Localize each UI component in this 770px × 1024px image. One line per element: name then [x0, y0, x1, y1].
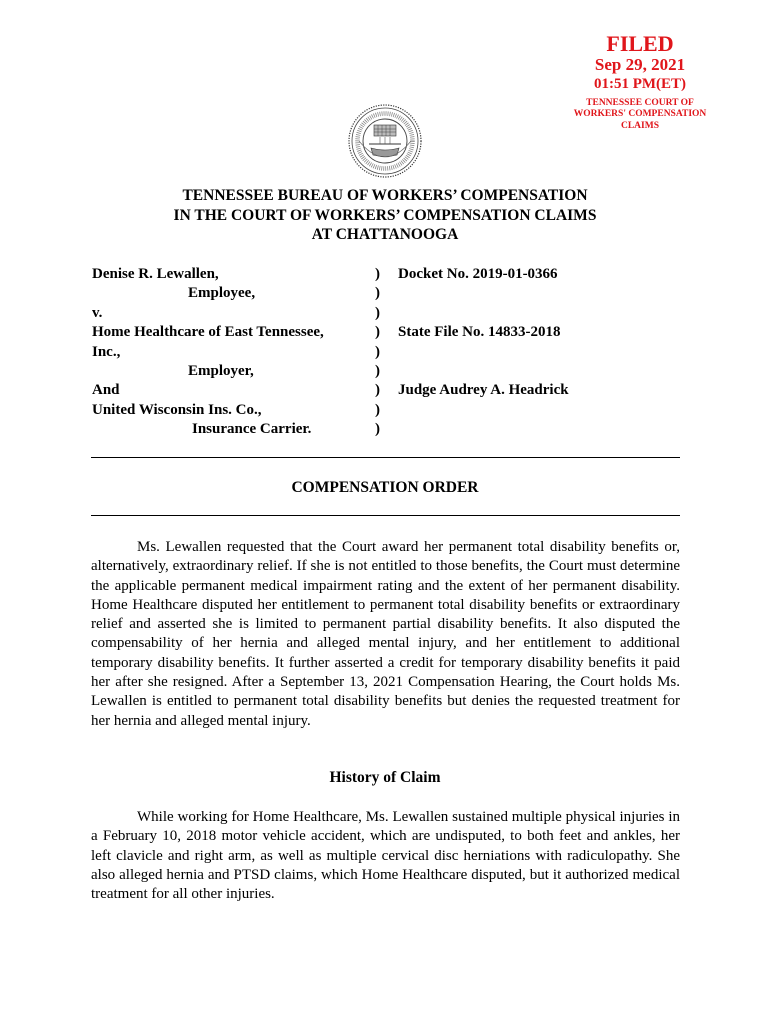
heading-line: IN THE COURT OF WORKERS’ COMPENSATION CLAIMS	[173, 206, 597, 224]
filed-time: 01:51 PM(ET)	[593, 75, 687, 92]
filed-stamp	[550, 32, 730, 132]
party-role: Employee,	[188, 285, 256, 302]
paren: )	[375, 363, 380, 380]
intro-paragraph-block	[91, 538, 680, 731]
filed-court	[550, 98, 730, 133]
filed-court-line: TENNESSEE COURT OF	[586, 97, 694, 108]
state-file-number: State File No. 14833-2018	[398, 324, 561, 341]
filed-court-line: WORKERS' COMPENSATION	[573, 109, 707, 120]
party-role: Employer,	[188, 363, 254, 380]
caption-case-info	[398, 265, 569, 401]
paren: )	[375, 401, 380, 418]
divider	[91, 457, 680, 458]
party-employer-name: Inc.,	[92, 343, 121, 360]
section-title: History of Claim	[329, 769, 441, 786]
filed-date: Sep 29, 2021	[594, 55, 686, 75]
paren: )	[375, 343, 380, 360]
order-title: COMPENSATION ORDER	[291, 479, 479, 496]
court-heading	[0, 186, 770, 245]
party-employer-name: Home Healthcare of East Tennessee,	[92, 324, 324, 341]
docket-number: Docket No. 2019-01-0366	[398, 266, 558, 282]
filed-label: FILED	[606, 31, 674, 56]
heading-line: TENNESSEE BUREAU OF WORKERS’ COMPENSATION	[182, 187, 588, 204]
party-carrier-name: United Wisconsin Ins. Co.,	[92, 401, 262, 418]
caption-parentheses	[375, 265, 380, 440]
paren: )	[375, 324, 380, 341]
and-label: And	[92, 382, 120, 399]
tennessee-state-seal-icon	[347, 103, 423, 179]
paren: )	[375, 382, 380, 399]
intro-paragraph: Ms. Lewallen requested that the Court award her permanent total disability benefits or, alternatively, extraordinary relief. If she is not entitled to those benefits, the Court must determine the applicable permanent medical impairment rating and the extent of her permanent disability. Home Healthcare disputed her entitlement to permanent total disability benefits or extraordinary relief and asserted she is limited to permanent partial disability benefits. It also disputed the compensability of her hernia and alleged mental injury, and her entitlement to additional temporary disability benefits. It further asserted a credit for temporary disability benefits it paid her after she resigned. After a September 13, 2021 Compensation Hearing, the Court holds Ms. Lewallen is entitled to permanent total disability benefits but denies the requested treatment for her hernia and alleged mental injury.	[91, 539, 680, 729]
versus-label: v.	[92, 304, 103, 321]
caption-parties	[92, 265, 362, 440]
filed-court-line: CLAIMS	[620, 120, 659, 131]
paren: )	[375, 285, 380, 302]
party-role: Insurance Carrier.	[192, 421, 312, 438]
party-employee-name: Denise R. Lewallen,	[92, 266, 219, 282]
judge-name: Judge Audrey A. Headrick	[398, 382, 569, 399]
heading-line: AT CHATTANOOGA	[311, 226, 459, 243]
divider	[91, 515, 680, 516]
paren: )	[375, 304, 380, 321]
history-paragraph-block	[91, 808, 680, 904]
paren: )	[375, 266, 380, 282]
history-paragraph: While working for Home Healthcare, Ms. Lewallen sustained multiple physical injuries in a February 10, 2018 motor vehicle accident, which are undisputed, to both feet and ankles, her left clavicle and right arm, as well as multiple cervical disc herniations with radiculopathy. She also alleged hernia and PTSD claims, which Home Healthcare disputed, but it authorized medical treatment for all other injuries.	[91, 809, 680, 903]
paren: )	[375, 421, 380, 438]
